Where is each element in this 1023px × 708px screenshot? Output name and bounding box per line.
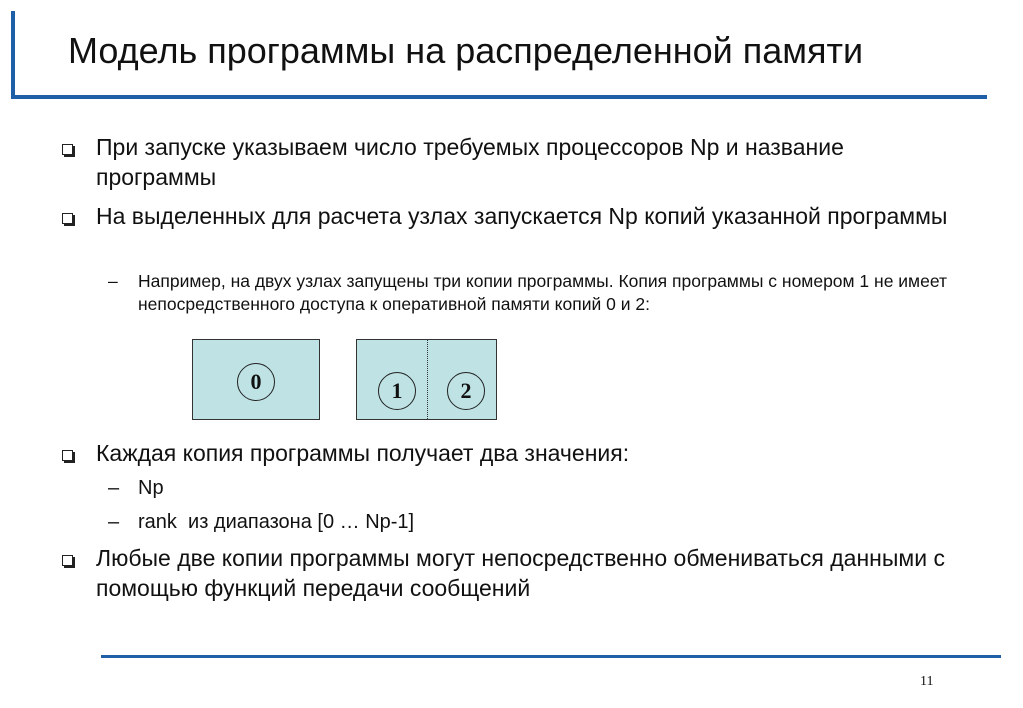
process-rank: 1 xyxy=(391,378,403,403)
dash-marker: – xyxy=(108,271,118,291)
checkbox-bullet-icon xyxy=(62,213,73,224)
checkbox-bullet-icon xyxy=(62,144,73,155)
page-number: 11 xyxy=(920,674,934,689)
process-circle xyxy=(378,372,416,410)
sub-bullet-text: rank из диапазона [0 … Np-1] xyxy=(138,511,415,533)
bullet-text: На выделенных для расчета узлах запускается Np копий указанной программы xyxy=(96,203,948,229)
process-rank: 2 xyxy=(460,378,472,403)
compute-node-2 xyxy=(356,339,497,420)
process-rank: 0 xyxy=(250,369,262,394)
checkbox-bullet-icon xyxy=(62,450,73,461)
bullet-text: Каждая копия программы получает два значения: xyxy=(96,440,630,466)
sub-bullet-text: Np xyxy=(138,477,164,499)
node-divider xyxy=(427,340,428,419)
dash-marker: – xyxy=(108,511,120,533)
bullet-text: Любые две копии программы могут непосредственно обмениваться данными с помощью функций передачи сообщений xyxy=(96,545,945,601)
compute-node-1 xyxy=(192,339,320,420)
footer-divider xyxy=(101,655,1001,658)
checkbox-bullet-icon xyxy=(62,555,73,566)
process-circle xyxy=(237,363,275,401)
dash-marker: – xyxy=(108,477,120,499)
bullet-text: При запуске указываем число требуемых процессоров Np и название программы xyxy=(96,134,844,190)
process-circle xyxy=(447,372,485,410)
slide-title: Модель программы на распределенной памяти xyxy=(68,30,864,71)
sub-bullet-text: Например, на двух узлах запущены три копии программы. Копия программы с номером 1 не имеет непосредственного доступа к оперативной памяти копий 0 и 2: xyxy=(138,271,947,314)
